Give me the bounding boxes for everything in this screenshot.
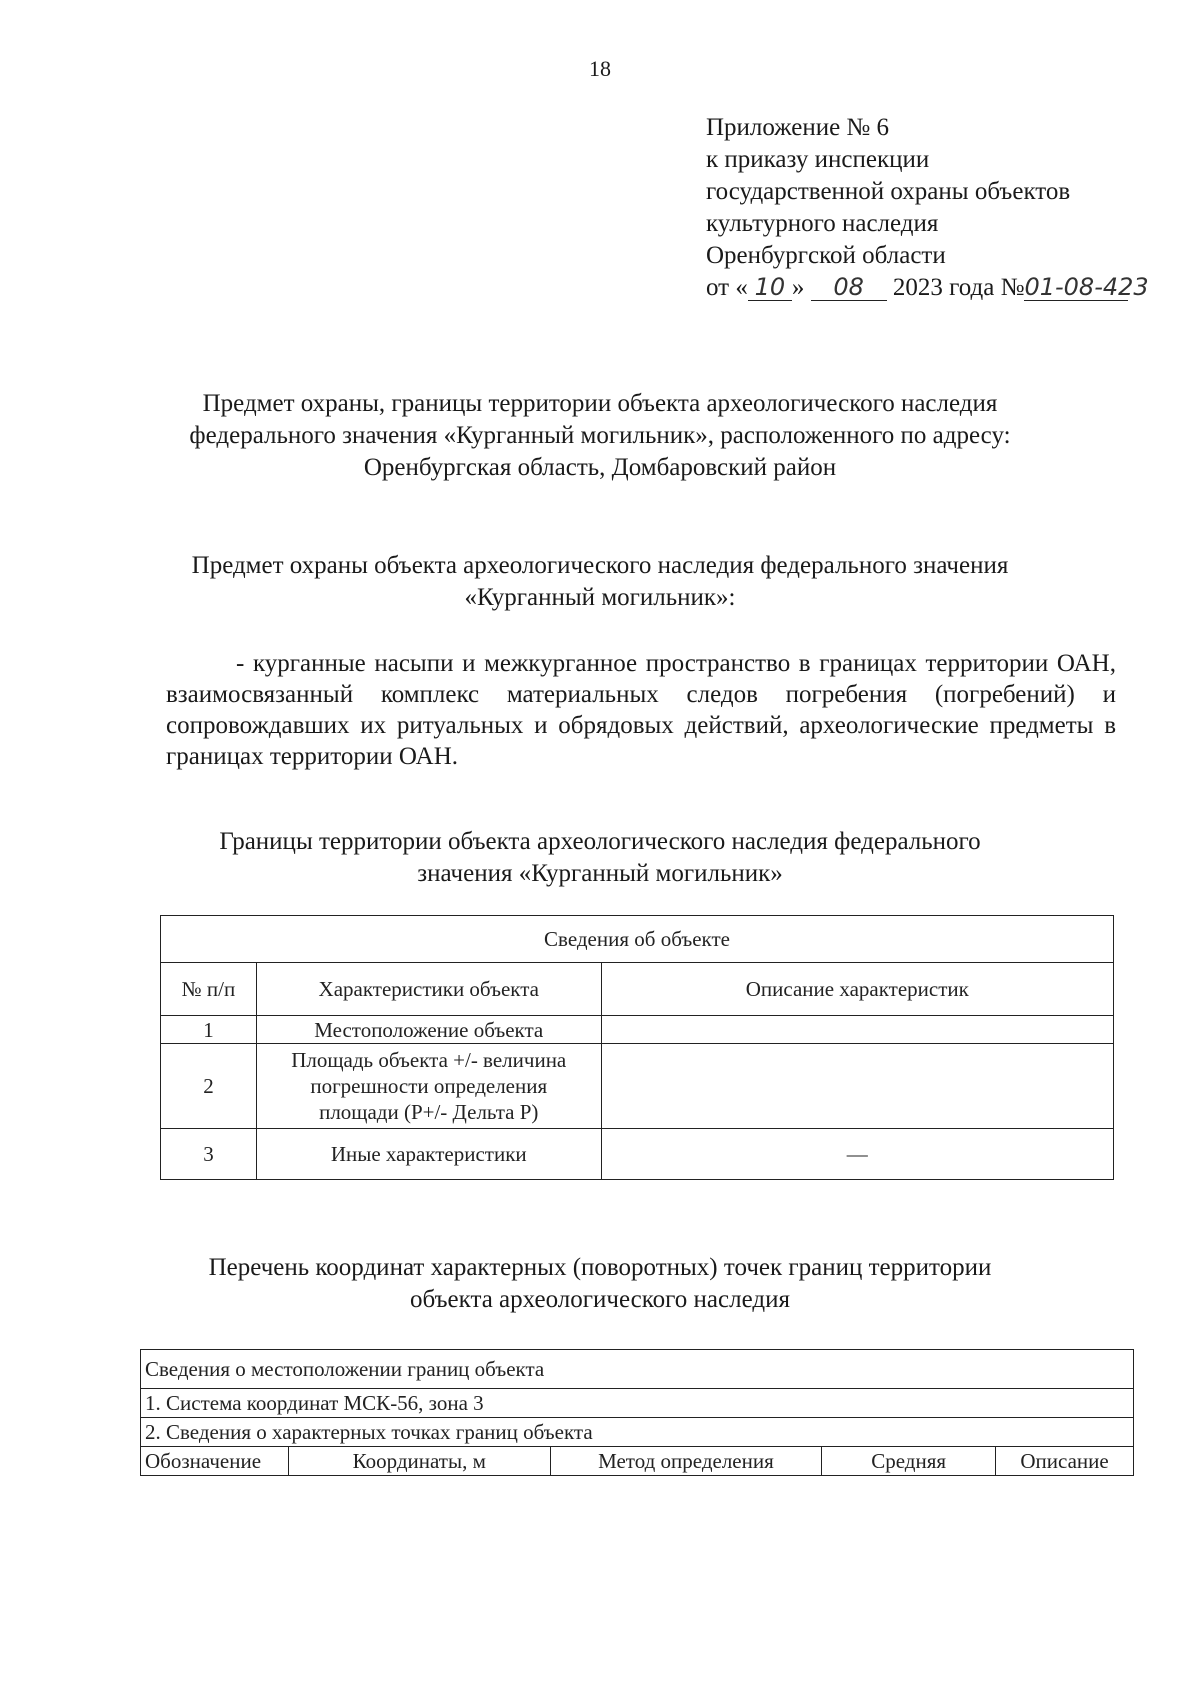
appendix-line-5: Оренбургской области bbox=[706, 242, 946, 269]
row-num: 3 bbox=[161, 1129, 257, 1180]
document-title bbox=[0, 388, 1200, 484]
row-characteristic: Местоположение объекта bbox=[256, 1016, 601, 1044]
coords-system-row bbox=[141, 1389, 1134, 1418]
header-description: Описание bbox=[996, 1447, 1134, 1476]
appendix-line-1: Приложение № 6 bbox=[706, 114, 890, 141]
date-day: 10 bbox=[748, 274, 792, 301]
subject-body bbox=[166, 648, 1116, 772]
page-number: 18 bbox=[589, 56, 611, 81]
row-characteristic-line-3: площади (Р+/- Дельта Р) bbox=[319, 1100, 539, 1124]
coords-info-row bbox=[141, 1350, 1134, 1389]
header-description: Описание характеристик bbox=[601, 963, 1113, 1016]
table-caption-row bbox=[161, 916, 1114, 963]
borders-heading bbox=[0, 826, 1200, 890]
appendix-line-4: культурного наследия bbox=[706, 210, 939, 237]
header-num: № п/п bbox=[161, 963, 257, 1016]
coords-table bbox=[140, 1349, 1134, 1476]
borders-heading-line-2: значения «Курганный могильник» bbox=[417, 860, 783, 887]
row-characteristic-line-1: Площадь объекта +/- величина bbox=[291, 1048, 567, 1072]
table-row bbox=[161, 1129, 1114, 1180]
title-line-1: Предмет охраны, границы территории объекта археологического наследия bbox=[202, 390, 998, 417]
row-description bbox=[601, 1016, 1113, 1044]
coords-heading-line-1: Перечень координат характерных (поворотных) точек границ территории bbox=[208, 1254, 992, 1281]
header-characteristic: Характеристики объекта bbox=[256, 963, 601, 1016]
borders-heading-line-1: Границы территории объекта археологического наследия федерального bbox=[219, 828, 981, 855]
date-year: 2023 года № bbox=[892, 274, 1025, 301]
date-sep: » bbox=[791, 274, 805, 301]
coords-info-cell: Сведения о местоположении границ объекта bbox=[141, 1350, 1134, 1389]
header-average: Средняя bbox=[822, 1447, 996, 1476]
subject-heading bbox=[0, 550, 1200, 614]
table-header-row bbox=[161, 963, 1114, 1016]
order-number: 01-08-423 bbox=[1024, 273, 1149, 301]
row-num: 1 bbox=[161, 1016, 257, 1044]
object-info-table bbox=[160, 915, 1114, 1180]
appendix-line-3: государственной охраны объектов bbox=[706, 178, 1071, 205]
appendix-date-line bbox=[706, 272, 1149, 304]
row-description bbox=[601, 1044, 1113, 1129]
row-num: 2 bbox=[161, 1044, 257, 1129]
coords-points-cell: 2. Сведения о характерных точках границ объекта bbox=[141, 1418, 1134, 1447]
coords-system-cell: 1. Система координат МСК-56, зона 3 bbox=[141, 1389, 1134, 1418]
appendix-line-2: к приказу инспекции bbox=[706, 146, 930, 173]
coords-heading bbox=[0, 1252, 1200, 1316]
table-row bbox=[161, 1016, 1114, 1044]
table-caption: Сведения об объекте bbox=[161, 916, 1114, 963]
table-row bbox=[161, 1044, 1114, 1129]
row-characteristic bbox=[256, 1044, 601, 1129]
row-description: — bbox=[601, 1129, 1113, 1180]
appendix-block bbox=[706, 112, 1149, 304]
row-characteristic-line-2: погрешности определения bbox=[310, 1074, 548, 1098]
title-line-3: Оренбургская область, Домбаровский район bbox=[363, 454, 837, 481]
header-coordinates: Координаты, м bbox=[288, 1447, 550, 1476]
coords-header-row bbox=[141, 1447, 1134, 1476]
header-method: Метод определения bbox=[550, 1447, 822, 1476]
date-prefix: от « bbox=[706, 274, 748, 301]
coords-points-row bbox=[141, 1418, 1134, 1447]
header-designation: Обозначение bbox=[141, 1447, 289, 1476]
coords-heading-line-2: объекта археологического наследия bbox=[410, 1286, 790, 1313]
date-month: 08 bbox=[811, 274, 887, 301]
title-line-2: федерального значения «Курганный могильник», расположенного по адресу: bbox=[189, 422, 1011, 449]
row-characteristic: Иные характеристики bbox=[256, 1129, 601, 1180]
subject-body-text: - курганные насыпи и межкурганное пространство в границах территории ОАН, взаимосвязанный комплекс материальных следов погребения (погребений) и сопровождавших их ритуальных и обрядовых действий, археологические предметы в границах территории ОАН. bbox=[166, 650, 1116, 770]
subject-heading-line-1: Предмет охраны объекта археологического наследия федерального значения bbox=[191, 552, 1009, 579]
subject-heading-line-2: «Курганный могильник»: bbox=[464, 584, 736, 611]
